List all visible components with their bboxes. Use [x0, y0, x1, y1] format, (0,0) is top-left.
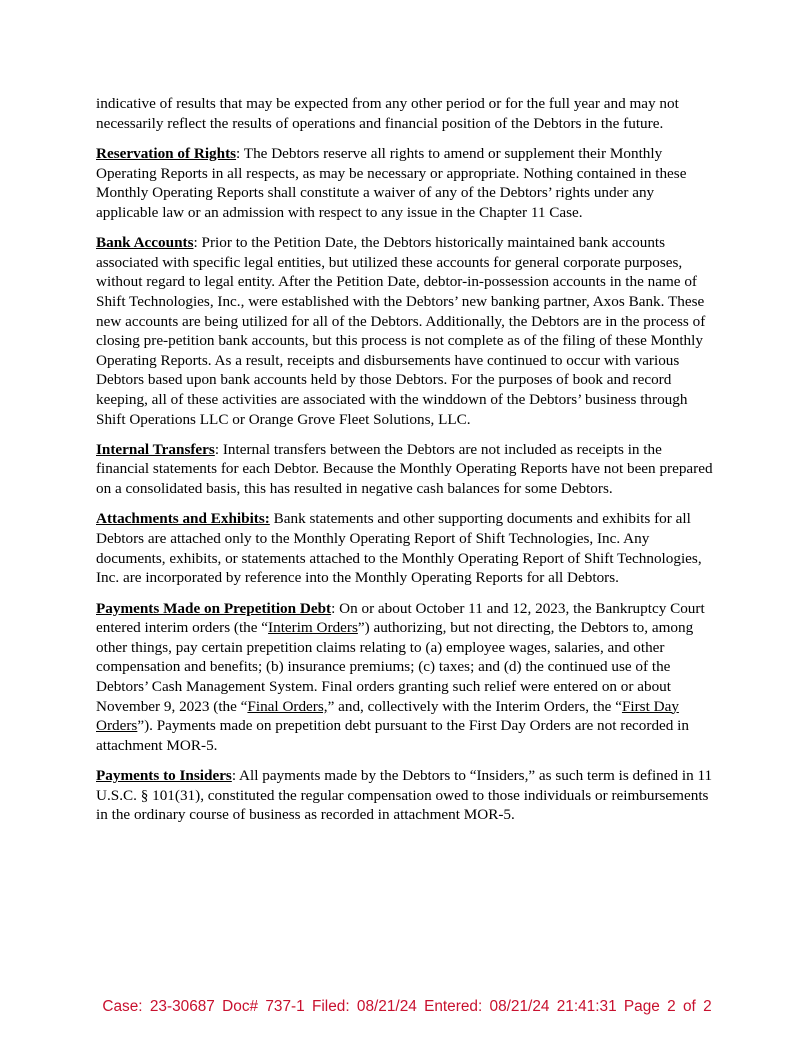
- internal-transfers-separator: :: [214, 440, 223, 458]
- intro-paragraph: [96, 94, 718, 133]
- reservation-of-rights-paragraph: [96, 144, 718, 222]
- reservation-of-rights-heading: Reservation of Rights: [96, 144, 237, 162]
- attachments-exhibits-heading: Attachments and Exhibits:: [96, 510, 270, 528]
- bank-accounts-heading: Bank Accounts: [96, 234, 194, 252]
- reservation-of-rights-separator: :: [236, 144, 244, 162]
- intro-text: indicative of results that may be expected from any other period or for the full year and may not necessarily reflect the results of operations and financial position of the Debtors in the future.: [96, 95, 679, 132]
- attachments-exhibits-body: Bank statements and other supporting documents and exhibits for all Debtors are attached only to the Monthly Operating Report of Shift Technologies, Inc. Any documents, exhibits, or statements attached to the Monthly Operating Report of Shift Technologies, Inc. are incorporated by reference into the Monthly Operating Reports for all Debtors.: [96, 510, 702, 587]
- prepetition-debt-paragraph: [96, 599, 718, 756]
- payments-to-insiders-paragraph: [96, 766, 718, 825]
- payments-to-insiders-body: All payments made by the Debtors to “Insiders,” as such term is defined in 11 U.S.C. § 101(31), constituted the regular compensation owed to those individuals or reimbursements in the ordinary course of business as recorded in attachment MOR-5.: [96, 767, 713, 824]
- document-body: [96, 94, 718, 836]
- bank-accounts-body: Prior to the Petition Date, the Debtors historically maintained bank accounts associated with specific legal entities, but utilized these accounts for general corporate purposes, without regard to legal entity. After the Petition Date, debtor-in-possession accounts in the name of Shift Technologies, Inc., were established with the Debtors’ new banking partner, Axos Bank. These new accounts are being utilized for all of the Debtors. Additionally, the Debtors are in the process of closing pre-petition bank accounts, but this process is not complete as of the filing of these Monthly Operating Reports. As a result, receipts and disbursements have continued to occur with various Debtors based upon bank accounts held by those Debtors. For the purposes of book and record keeping, all of these activities are associated with the winddown of the Debtors’ business through Shift Operations LLC or Orange Grove Fleet Solutions, LLC.: [96, 234, 706, 428]
- internal-transfers-heading: Internal Transfers: [96, 440, 215, 458]
- prepetition-debt-text-1: : On or about October 11 and 12, 2023, the Bankruptcy Court entered interim orders (the “: [96, 599, 705, 637]
- reservation-of-rights-body: The Debtors reserve all rights to amend or supplement their Monthly Operating Reports in all respects, as may be necessary or appropriate. Nothing contained in these Monthly Operating Reports shall constitute a waiver of any of the Debtors’ rights under any applicable law or an admission with respect to any issue in the Chapter 11 Case.: [96, 144, 687, 221]
- bank-accounts-separator: :: [193, 234, 202, 252]
- payments-to-insiders-heading: Payments to Insiders: [96, 767, 232, 785]
- case-filing-stamp-text: Case: 23-30687 Doc# 737-1 Filed: 08/21/24 Entered: 08/21/24 21:41:31 Page 2 of 2: [102, 998, 712, 1015]
- bank-accounts-paragraph: [96, 233, 718, 429]
- prepetition-debt-text-4: ”). Payments made on prepetition debt pursuant to the First Day Orders are not recorded in attachment MOR-5.: [96, 717, 689, 754]
- internal-transfers-paragraph: [96, 440, 718, 499]
- prepetition-debt-text-3: ” and, collectively with the Interim Orders, the “: [327, 697, 622, 715]
- prepetition-debt-heading: Payments Made on Prepetition Debt: [96, 599, 332, 617]
- internal-transfers-body: Internal transfers between the Debtors are not included as receipts in the financial statements for each Debtor. Because the Monthly Operating Reports have not been prepared on a consolidated basis, this has resulted in negative cash balances for some Debtors.: [96, 440, 713, 498]
- attachments-exhibits-paragraph: [96, 509, 718, 587]
- prepetition-debt-text-2: ”) authorizing, but not directing, the Debtors to, among other things, pay certain prepetition claims relating to (a) employee wages, salaries, and other compensation and benefits; (b) insurance premiums; (c) taxes; and (d) the continued use of the Debtors’ Cash Management System. Final orders granting such relief were entered on or about November 9, 2023 (the “: [96, 619, 694, 715]
- case-filing-stamp: [96, 998, 718, 1015]
- interim-orders-term: Interim Orders: [268, 619, 358, 637]
- payments-to-insiders-separator: :: [231, 767, 240, 785]
- final-orders-term: Final Orders,: [247, 697, 328, 715]
- first-day-orders-term: First Day Orders: [96, 697, 679, 735]
